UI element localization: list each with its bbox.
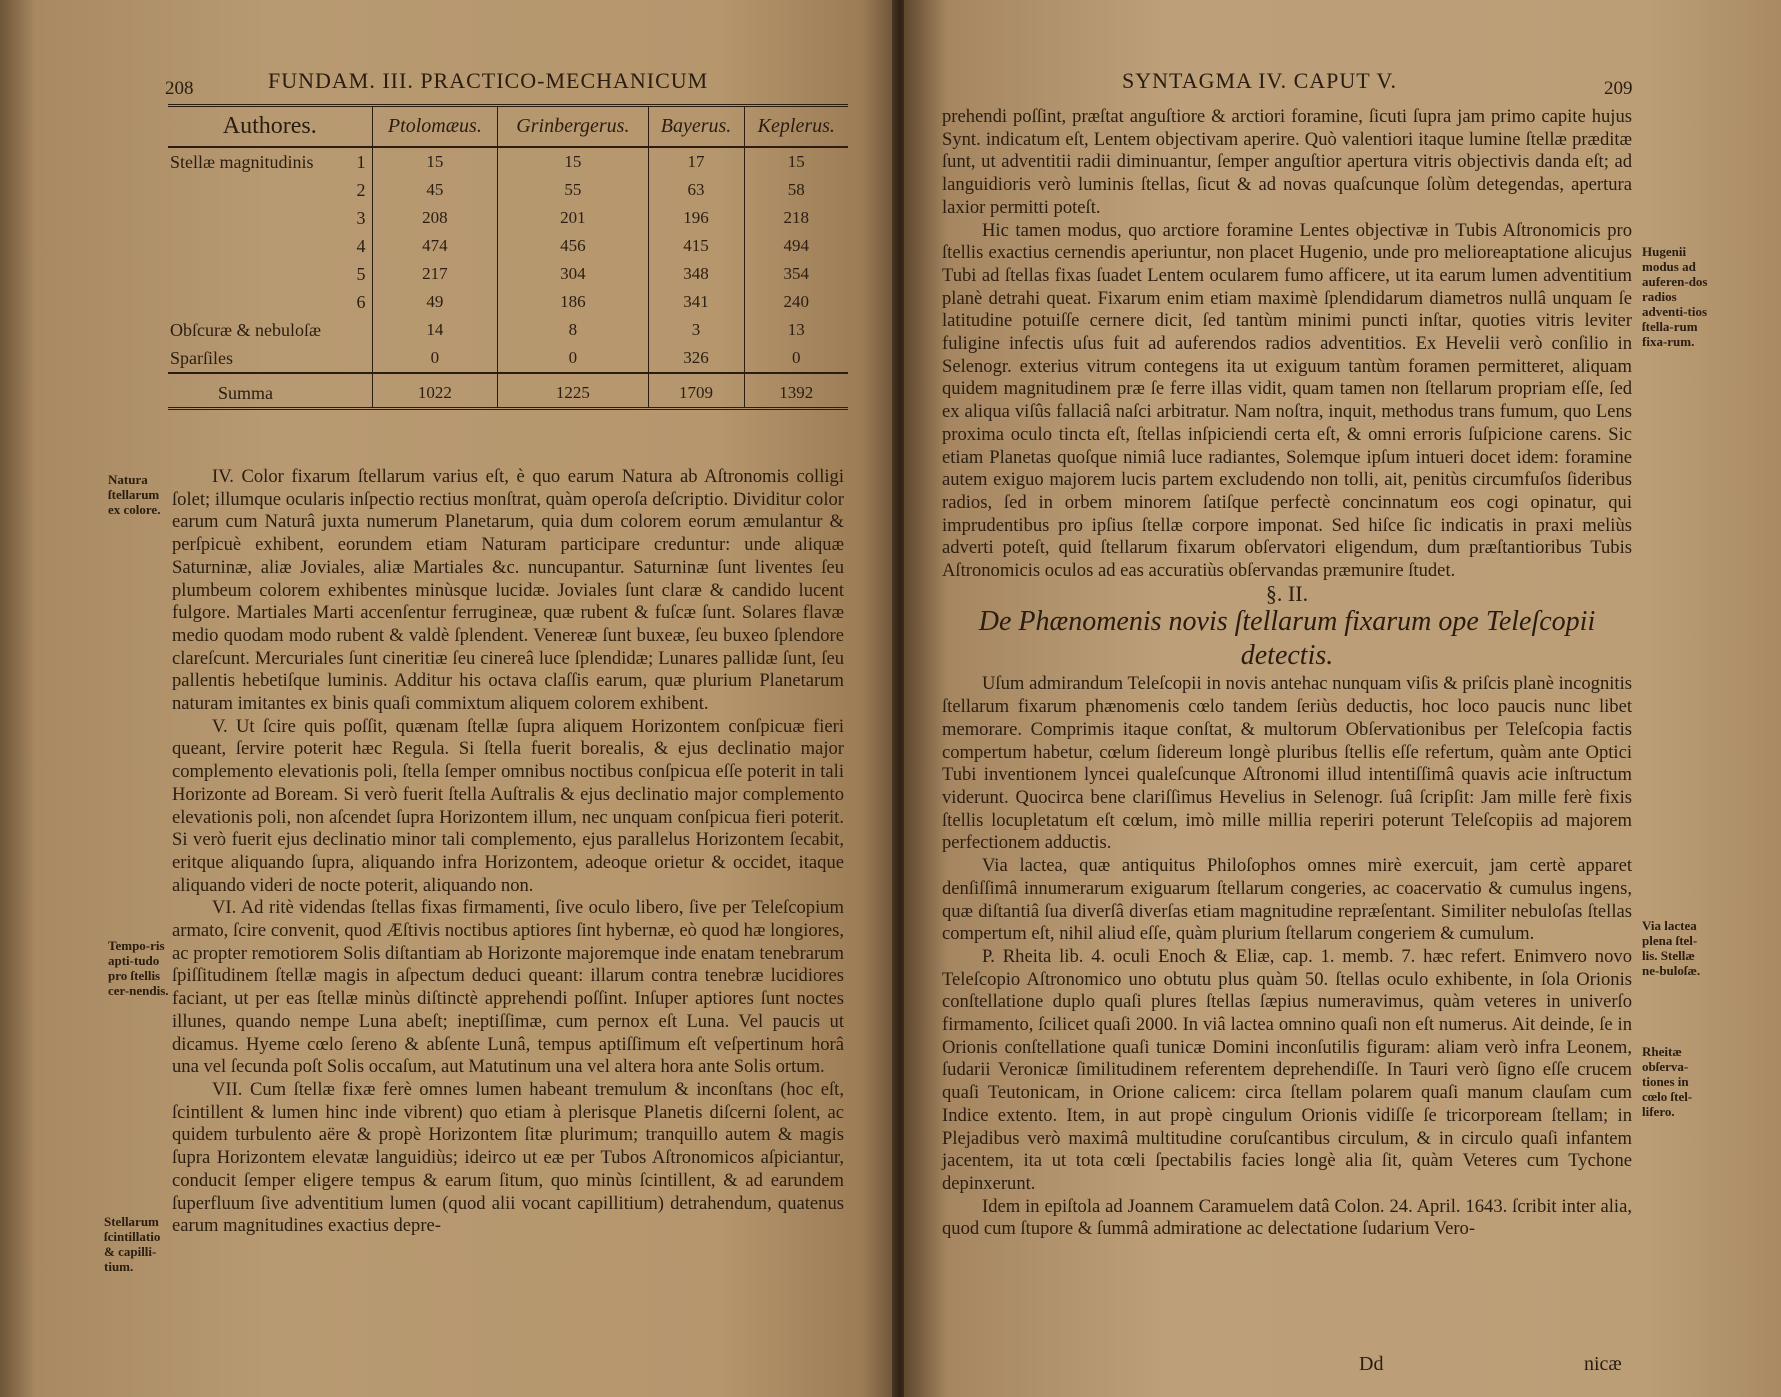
margin-note-hugenii: Hugenii modus ad auferen-dos radios adventi-tios ſtella-rum fixa-rum.: [1642, 244, 1708, 349]
paragraph-hic-tamen: Hic tamen modus, quo arctiore foramine Lentes objectivæ in Tubis Aſtronomicis pro ſtellis exactius cernendis aperiuntur, non placet Hugenio, unde pro melioreaptatione alicujus Tubi ad ſtellas fixas ſuadet Lentem ocularem fumo afficere, ut ita earum lumen adventitium planè detrahi queat. Fixarum enim etiam maximè ſplendidarum diametros nullâ unquam ſe latitudine potuiſſe cernere dicit, ſed tantùm minimi puncti inſtar, quoties vitris leviter fuligine infectis uſus fuit ad auferendos radios adventitios. Ex Hevelii verò conſilio in Selenogr. exterius vitrum contegens ita ut exiguum tantùm foramen permitteret, aliquam quidem magnitudinem præ ſe ferre illas vidit, quam tamen non ſtellarum propriam eſſe, ſed ex aliqua viſûs fallaciâ naſci arbitratur. Nam noſtra, inquit, methodus trans fumum, quo Lens proxima oculo tincta eſt, ſtellas inſpiciendi certa eſt, & omni erroris ſuſpicione carens. Sic etiam Planetas quoſque nimiâ luce radiantes, Solemque ipſum intueri docet idem: foramine autem exiguo majorem lucis partem excludendo non tolli, ait, penitùs circumfuſos ſideribus radios, ſed in orbem minorem ſatiſque perfectè concinnatum eos cogi opinatur, qui imprudentibus pro ipſius ſtellæ corpore imponat. Sed hiſce ſic indicatis in praxi meliùs adverti poteſt, quid ſtellarum fixarum obſervatori eligendum, dum præſtantioribus Tubis Aſtronomicis oculos ad eas accuratiùs obſervandas præmunire ſtudet.: [942, 219, 1632, 582]
row-number: 6: [356, 291, 366, 312]
row-number: 3: [356, 207, 366, 228]
margin-note-temporis: Tempo-ris apti-tudo pro ſtellis cer-nendis.: [108, 938, 169, 998]
col-header-bayerus: Bayerus.: [648, 107, 744, 147]
table-row: [168, 288, 848, 316]
margin-note-scintillatio: Stellarum ſcintillatio & capilli-tium.: [104, 1214, 161, 1274]
left-running-head: FUNDAM. III. PRACTICO-MECHANICUM: [268, 68, 709, 93]
table-cell: 15: [498, 147, 648, 176]
table-cell: 3: [648, 316, 744, 344]
table-cell: 14: [372, 316, 498, 344]
table-cell: 240: [744, 288, 848, 316]
table-cell: 474: [372, 232, 498, 260]
table-cell: 58: [744, 176, 848, 204]
row-number: 2: [356, 179, 366, 200]
col-header-ptolomaeus: Ptolomæus.: [372, 107, 498, 147]
table-cell: 45: [372, 176, 498, 204]
table-cell: 348: [648, 260, 744, 288]
table-cell: 196: [648, 204, 744, 232]
summa-cell: 1022: [372, 373, 498, 407]
table-cell: 0: [744, 344, 848, 373]
table-cell: 13: [744, 316, 848, 344]
table-cell: 63: [648, 176, 744, 204]
summa-cell: 1392: [744, 373, 848, 407]
table-cell: 201: [498, 204, 648, 232]
right-running-head: SYNTAGMA IV. CAPUT V.: [1122, 68, 1397, 93]
margin-note-rheitae: Rheitæ obſerva-tiones in cœlo ſtel-lifero.: [1642, 1044, 1693, 1119]
section-symbol: §. II.: [1265, 580, 1309, 606]
paragraph-rheita: P. Rheita lib. 4. oculi Enoch & Eliæ, cap. 1. memb. 7. hæc refert. Enimvero novo Teleſcopio Aſtronomico uno obtutu plus quàm 50. ſtellas oculo exhibente, in ſola Orionis conſtellatione duplo quaſi plures ſtellas ſæpius numeravimus, quàm veteres in univerſo firmamento, ſcilicet quaſi 2000. In viâ lactea omnino quaſi non eſt numerus. Ait deinde, ſe in Orionis conſtellatione quaſi tunicæ Domini inconſutilis figuram: aliam verò infra Leonem, ſudarii Veronicæ ſimilitudinem referentem deprehendiſſe. In Tauri verò ſigno eſſe crucem quaſi Teutonicam, in Orione calicem: circa ſtellam polarem quaſi manum clauſam cum Indice extento. Item, in aut propè cingulum Orionis vidiſſe ſe tricorpoream ſtellam; in Plejadibus verò maximâ multitudine coruſcantibus circulum, & in circulo quaſi infantem jacentem, ita ut tota cœli ſpectabilis facies longè alia ſit, quàm Veteres cum Tychone depinxerunt.: [942, 945, 1632, 1194]
paragraph-continuation: prehendi poſſint, præſtat anguſtiore & arctiori foramine, ſicuti ſupra jam primo capite hujus Synt. indicatum eſt, Lentem objectivam aperire. Quò valentiori itaque lumine ſtellæ præditæ ſunt, ut adventitii radii diminuantur, ſemper anguſtior apertura vitris objectivis danda eſt; ad languidioris verò luminis ſtellas, ſicut & ad novas quaſcunque ſolùm detegendas, apertura laxior permitti poteſt.: [942, 106, 1632, 218]
margin-note-natura: Natura ſtellarum ex colore.: [108, 472, 161, 517]
signature-mark: Dd: [1359, 1353, 1384, 1375]
table-cell: 8: [498, 316, 648, 344]
right-page: [904, 0, 1781, 1397]
summa-cell: 1225: [498, 373, 648, 407]
table-cell: 49: [372, 288, 498, 316]
row-label: Stellæ magnitudinis: [170, 151, 314, 172]
catchword: nicæ: [1584, 1353, 1622, 1375]
paragraph-v: V. Ut ſcire quis poſſit, quænam ſtellæ ſupra aliquem Horizontem conſpicuæ fieri queant, ſervire poterit hæc Regula. Si ſtella fuerit borealis, & ejus declinatio major complemento elevationis poli, ſtella ſemper omnibus noctibus conſpicua eſſe poterit in tali Horizonte ad Boream. Si verò fuerit ſtella Auſtralis & ejus declinatio major complemento elevationis poli, non aſcendet ſupra Horizontem illum, nec unquam conſpicua fieri poterit. Si verò fuerit ejus declinatio minor tali complemento, ejus parallelus Horizontem ſecabit, eritque aliquando ſupra, aliquando infra Horizontem, adeoque orietur & occidet, itaque aliquando videri de nocte poterit, aliquando non.: [172, 715, 844, 896]
table-cell: 0: [372, 344, 498, 373]
row-number: 5: [356, 263, 366, 284]
table-row: [168, 232, 848, 260]
row-number: 4: [356, 235, 366, 256]
right-body-text: [942, 106, 1632, 1241]
paragraph-vii: VII. Cum ſtellæ fixæ ferè omnes lumen habeant tremulum & inconſtans (hoc eſt, ſcintillent & lumen hinc inde vibrent) quo etiam à plerisque Planetis diſcerni ſolent, ac quidem turbulento aëre & propè Horizontem ſitæ plurimum; tranquillo autem & magis ſupra Horizontem elevatæ languidiùs; ideirco ut eæ per Tubos Aſtronomicos aſpiciantur, conducit ſemper eligere tempus & earum ſitum, quo minùs ſcintillent, & ad earundem ſuperfluum ſive adventitium lumen (quod alii vocant capillitium) detrahendum, quatenus earum magnitudines exactius depre-: [172, 1078, 844, 1237]
paragraph-usum: Uſum admirandum Teleſcopii in novis antehac nunquam viſis & priſcis planè incognitis ſtellarum fixarum phænomenis cœlo tandem ſeriùs deductis, hoc loco paucis nunc libet memorare. Comprimis itaque conſtat, & multorum Obſervationibus per Teleſcopia factis compertum habetur, cœlum ſidereum longè pluribus ſtellis eſſe refertum, quàm ante Optici Tubi inventionem lyncei qualeſcunque Aſtronomi illud intentiſſimâ quavis acie inſtructum viderunt. Quocirca bene clariſſimus Hevelius in Selenogr. ſuâ ſcripſit: Jam mille ferè fixis ſtellis locupletatum eſt cœlum, imò mille millia reperiri poterunt Teleſcopiis ad majorem perfectionem adductis.: [942, 673, 1632, 854]
table-cell: 0: [498, 344, 648, 373]
row-number: 1: [356, 151, 366, 172]
paragraph-idem: Idem in epiſtola ad Joannem Caramuelem datâ Colon. 24. April. 1643. ſcribit inter alia, quod cum ſtupore & ſummâ admiratione ac delectatione ſudarium Vero-: [942, 1195, 1632, 1240]
table-cell: 15: [744, 147, 848, 176]
table-header-row: [168, 107, 848, 147]
left-page-number: 208: [165, 78, 194, 99]
table-cell: 218: [744, 204, 848, 232]
col-header-authores: Authores.: [168, 107, 372, 147]
paragraph-via-lactea: Via lactea, quæ antiquitus Philoſophos omnes mirè exercuit, jam certè apparet denſiſſimâ innumerarum exiguarum ſtellarum congeries, ac coacervatio & cumulus ingens, quæ diſtantiâ ſua diverſâ diverſas etiam magnitudine repræſentant. Similiter nebuloſas ſtellas compertum eſt, nihil aliud eſſe, quàm plurium ſtellarum congeriem & cumulum.: [942, 855, 1632, 945]
summa-row: [168, 373, 848, 407]
summa-label: Summa: [168, 373, 372, 407]
section-title: De Phænomenis novis ſtellarum fixarum ope Teleſcopii detectis.: [978, 606, 1596, 672]
margin-note-via-lactea: Via lactea plena ſtel-lis. Stellæ ne-buloſæ.: [1642, 918, 1701, 978]
section-heading: [942, 580, 1632, 674]
table-cell: 354: [744, 260, 848, 288]
table-cell: 304: [498, 260, 648, 288]
table-cell: 55: [498, 176, 648, 204]
table-cell: 217: [372, 260, 498, 288]
col-header-grinbergerus: Grinbergerus.: [498, 107, 648, 147]
table-row: [168, 176, 848, 204]
col-header-keplerus: Keplerus.: [744, 107, 848, 147]
table-row: [168, 147, 848, 176]
table-cell: 208: [372, 204, 498, 232]
table-row: [168, 344, 848, 373]
table-cell: 341: [648, 288, 744, 316]
table-cell: 17: [648, 147, 744, 176]
table-cell: 494: [744, 232, 848, 260]
table-row: [168, 260, 848, 288]
table-cell: 456: [498, 232, 648, 260]
table-cell: 415: [648, 232, 744, 260]
left-body-text: [172, 466, 844, 1238]
table-cell: 326: [648, 344, 744, 373]
paragraph-iv: IV. Color fixarum ſtellarum varius eſt, è quo earum Natura ab Aſtronomis colligi ſolet; illumque ocularis inſpectio rectius monſtrat, quàm operoſa deſcriptio. Dividitur color earum cum Naturâ juxta numerum Planetarum, quia dum colorem eorum æmulantur & perſpicuè exhibent, eorundem etiam Naturam participare creduntur: unde aliquæ Saturninæ, aliæ Joviales, aliæ Martiales &c. nuncupantur. Saturninæ ſunt liventes ſeu plumbeum colorem exhibentes minùsque lucidæ. Joviales ſunt claræ & candido lucent fulgore. Martiales Marti accenſentur ferrugineæ, quæ rubent & fuſcæ ſunt. Solares flavæ medio quodam modo rubent & valdè ſplendent. Venereæ ſunt buxeæ, ſeu buxeo ſplendore clareſcunt. Mercuriales ſunt cineritiæ ſeu cinereâ luce ſplendidæ; Lunares pallidæ ſunt, ſeu pallentis hebetiſque luminis. Additur his octava claſſis earum, quæ plurium Planetarum naturam imitantes ex binis quaſi commixtum aliquem colorem exhibent.: [172, 466, 844, 715]
summa-cell: 1709: [648, 373, 744, 407]
table-row: [168, 316, 848, 344]
row-label: Obſcuræ & nebuloſæ: [170, 319, 321, 340]
table-row: [168, 204, 848, 232]
star-magnitude-table: [168, 104, 848, 410]
paragraph-vi: VI. Ad ritè videndas ſtellas fixas firmamenti, ſive oculo libero, ſive per Teleſcopium armato, ſcire convenit, quod Æſtivis noctibus aptiores ſint hybernæ, eò quod hæ longiores, ac propter remotiorem Solis diſtantiam ab Horizonte majoremque inde enatam tenebrarum ſpiſſitudinem ſtellæ magis in aſpectum deduci queant: illarum contra tenebræ lucidiores faciant, ut per eas ſtellæ minùs diſtinctè apprehendi poſſint. Inſuper aptiores ſunt noctes illunes, quando nempe Luna abeſt; ineptiſſimæ, cum pernox eſt Luna. Vel paucis ut dicamus. Hyeme cœlo ſereno & abſente Lunâ, tempus aptiſſimum eſt veſpertinum horâ una vel ſecunda poſt Solis occaſum, aut Matutinum una vel altera hora ante Solis ortum.: [172, 897, 844, 1078]
right-page-number: 209: [1604, 78, 1633, 99]
table-cell: 15: [372, 147, 498, 176]
table-cell: 186: [498, 288, 648, 316]
row-label: Sparſiles: [170, 347, 233, 368]
